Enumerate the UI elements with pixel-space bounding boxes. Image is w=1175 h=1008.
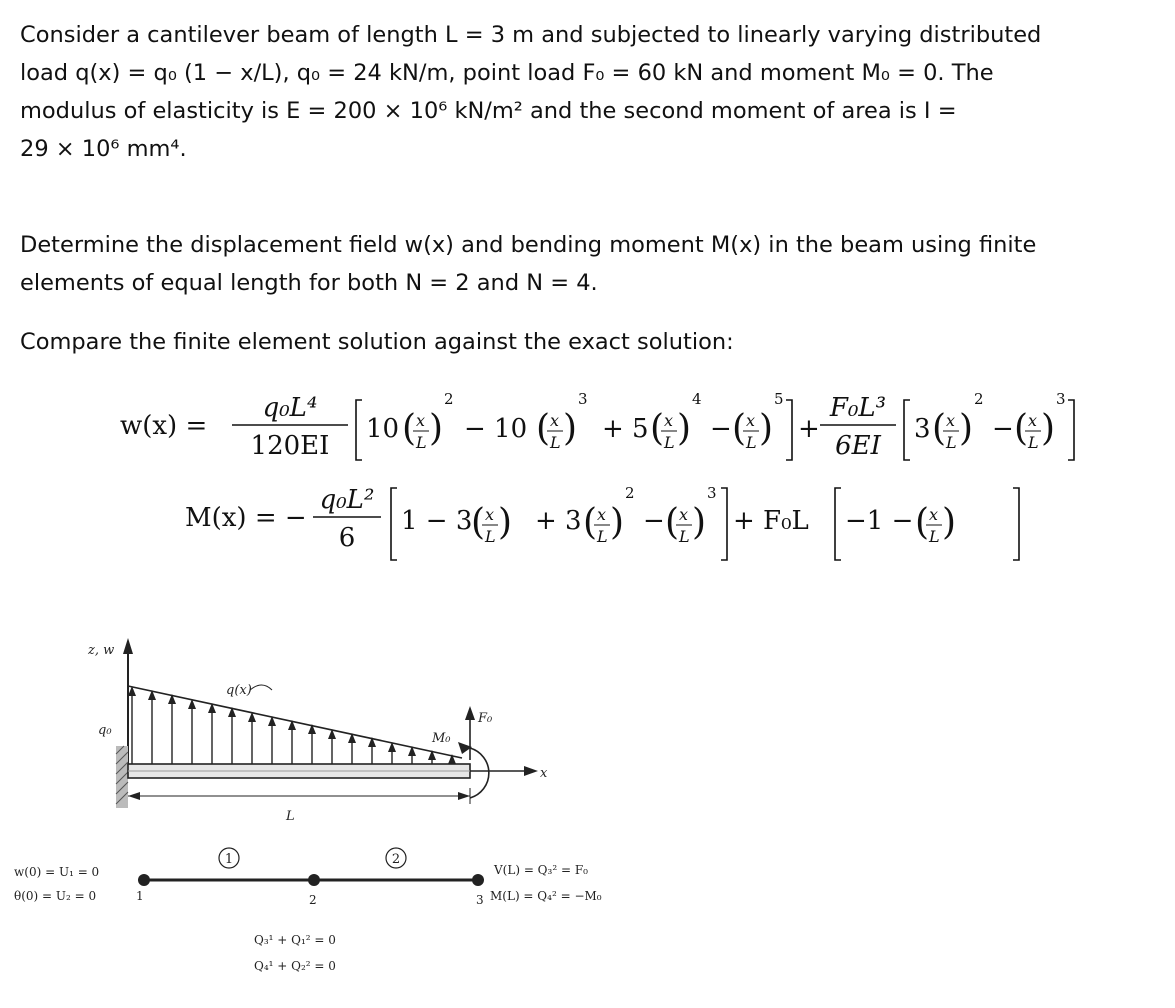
svg-text:L: L [485,527,496,546]
frac-numerator: F₀L³ [829,393,887,423]
svg-text:): ) [429,408,444,449]
length-label: L [286,809,295,824]
xL-group [732,390,784,452]
node-2 [308,874,320,886]
svg-text:3: 3 [707,484,717,502]
svg-text:x: x [929,505,939,524]
term-op: − [643,506,665,536]
svg-text:L: L [664,433,675,452]
qx-leader [250,685,272,690]
frac-numerator: q₀L² [319,485,375,515]
svg-text:(: ( [650,408,665,449]
svg-text:x: x [1028,411,1038,430]
svg-text:): ) [692,502,707,543]
svg-text:x: x [946,411,956,430]
svg-text:L: L [746,433,757,452]
moment-equation [185,474,1065,564]
frac-denominator: 6 [338,523,356,553]
x-axis-label: x [540,766,548,781]
svg-text:x: x [679,505,689,524]
xL-group [932,390,984,452]
xL-group [536,390,588,452]
svg-text:(: ( [1014,408,1029,449]
term-op: − [992,414,1014,444]
bc-m-label: M(L) = Q₄² = −M₀ [490,889,602,903]
xL-group [471,502,512,546]
node-1-label: 1 [136,889,144,903]
svg-text:(: ( [536,408,551,449]
node-3 [472,874,484,886]
svg-text:2: 2 [974,390,984,408]
svg-text:): ) [498,502,513,543]
coef: 3 [914,414,931,444]
svg-text:): ) [759,408,774,449]
term-op: + F₀L [733,506,809,536]
text-line: load q(x) = q₀ (1 − x/L), q₀ = 24 kN/m, point load F₀ = 60 kN and moment M₀ = 0. The [20,60,994,86]
xL-group [402,390,454,452]
continuity-eq-q3: Q₃¹ + Q₁² = 0 [254,933,336,947]
term: 1 − 3 [401,506,473,536]
coef: 10 [366,414,400,444]
beam-figure [0,630,700,1000]
xL-group [665,484,717,546]
frac-denominator: 6EI [835,431,881,461]
svg-text:L: L [550,433,561,452]
bc-w-label: w(0) = U₁ = 0 [14,865,100,879]
element-2-label: 2 [391,852,401,867]
svg-text:(: ( [471,502,486,543]
problem-paragraph-1 [20,16,1041,168]
eq-lhs: M(x) = − [185,503,307,533]
term-op: − 10 [464,414,528,444]
element-1-label: 1 [224,852,234,867]
svg-text:L: L [946,433,957,452]
svg-text:x: x [550,411,560,430]
load-arrows [128,686,456,764]
eq-lhs: w(x) = [120,411,208,441]
x-axis-arrow-icon [524,766,538,776]
svg-text:(: ( [665,502,680,543]
moment-arc [470,748,489,798]
svg-text:x: x [597,505,607,524]
continuity-eq-q4: Q₄¹ + Q₂² = 0 [254,959,336,973]
z-axis-arrow-icon [123,638,133,654]
svg-text:5: 5 [774,390,784,408]
svg-text:L: L [929,527,940,546]
q0-label: q₀ [98,723,112,738]
text-line: Consider a cantilever beam of length L = 3 m and subjected to linearly varying distributed [20,22,1042,48]
text-line: modulus of elasticity is E = 200 × 10⁶ kN/m² and the second moment of area is I = [20,98,957,124]
svg-text:): ) [563,408,578,449]
problem-paragraph-3: Compare the finite element solution against the exact solution: [20,329,734,355]
problem-paragraph-2 [20,226,1036,302]
svg-text:L: L [416,433,427,452]
svg-text:): ) [1041,408,1056,449]
svg-text:x: x [746,411,756,430]
svg-text:x: x [485,505,495,524]
svg-text:2: 2 [444,390,454,408]
xL-group [915,502,956,546]
term-op: + [798,414,820,444]
svg-text:x: x [664,411,674,430]
frac-denominator: 120EI [250,431,330,461]
node-3-label: 3 [476,893,484,907]
svg-text:): ) [677,408,692,449]
displacement-equation [120,382,1120,462]
svg-text:x: x [416,411,426,430]
bc-v-label: V(L) = Q₃² = F₀ [494,863,588,877]
z-axis-label: z, w [88,643,115,658]
svg-text:L: L [1028,433,1039,452]
svg-text:(: ( [402,408,417,449]
svg-text:): ) [610,502,625,543]
text-line: 29 × 10⁶ mm⁴. [20,136,187,162]
svg-text:): ) [942,502,957,543]
term-op: + 5 [602,414,649,444]
node-1 [138,874,150,886]
text-line: Determine the displacement field w(x) and bending moment M(x) in the beam using finite [20,232,1037,258]
f0-label: F₀ [478,711,493,726]
svg-text:3: 3 [1056,390,1066,408]
f0-arrow-icon [465,706,475,720]
text-line: elements of equal length for both N = 2 and N = 4. [20,270,598,296]
xL-group [1014,390,1066,452]
svg-text:): ) [959,408,974,449]
svg-text:3: 3 [578,390,588,408]
svg-text:(: ( [932,408,947,449]
svg-text:2: 2 [625,484,635,502]
xL-group [650,390,702,452]
qx-label: q(x) [226,683,252,698]
term-op: − [710,414,732,444]
svg-text:(: ( [583,502,598,543]
svg-text:4: 4 [692,390,702,408]
svg-text:L: L [679,527,690,546]
term: −1 − [845,506,914,536]
node-2-label: 2 [309,893,317,907]
svg-text:(: ( [915,502,930,543]
svg-text:(: ( [732,408,747,449]
m0-label: M₀ [432,731,451,746]
term-op: + 3 [535,506,582,536]
svg-text:L: L [597,527,608,546]
bc-theta-label: θ(0) = U₂ = 0 [14,889,97,903]
frac-numerator: q₀L⁴ [262,393,318,423]
xL-group [583,484,635,546]
